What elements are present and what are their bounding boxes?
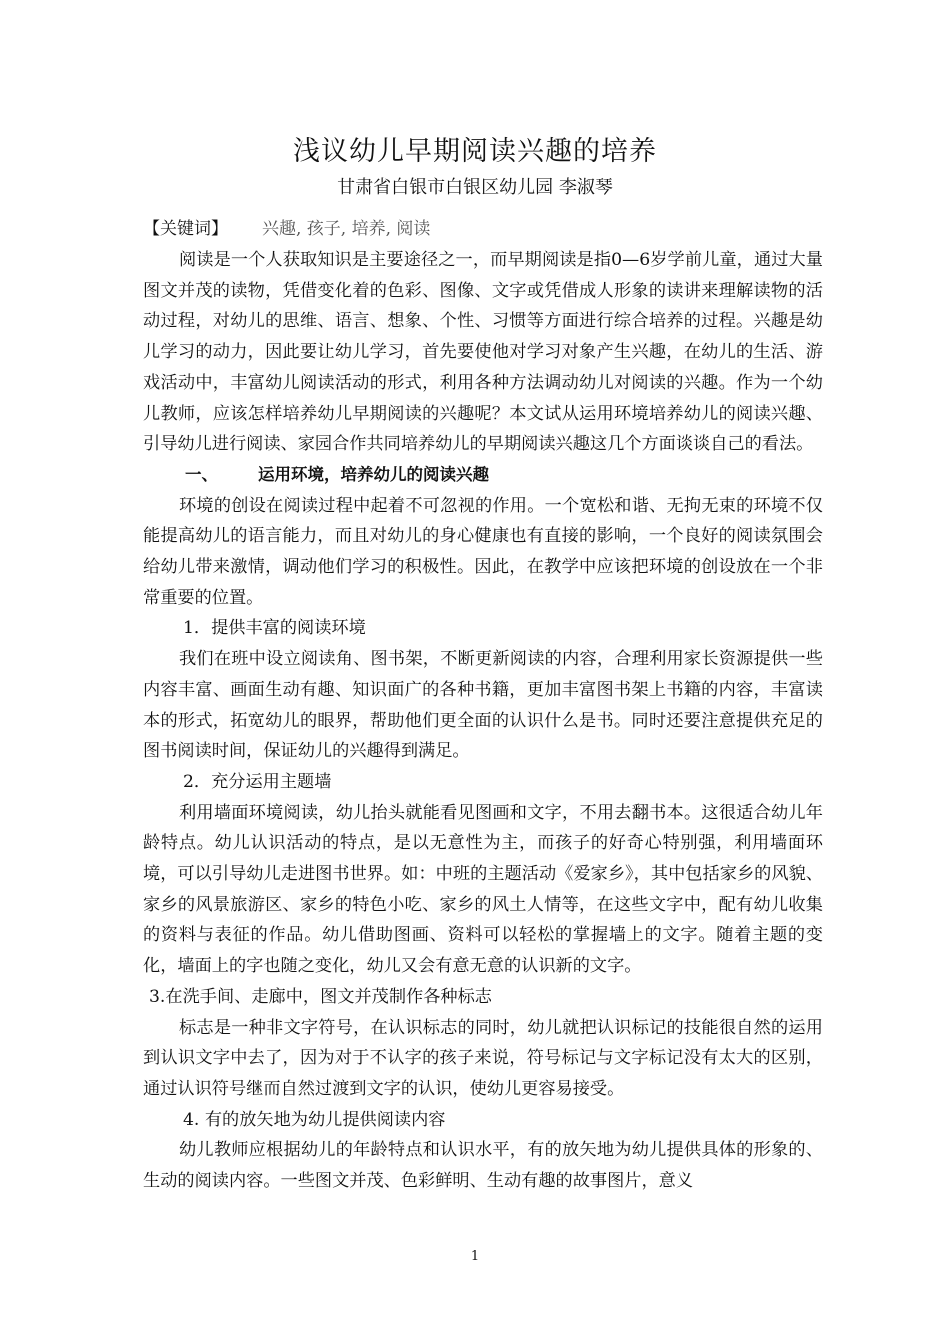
keywords-line [143,215,823,243]
author-line: 甘肃省白银市白银区幼儿园 李淑琴 [337,177,613,198]
section-1-title: 运用环境，培养幼儿的阅读兴趣 [258,464,489,484]
keywords-values: 兴趣, 孩子, 培养, 阅读 [262,219,431,239]
document-title: 浅议幼儿早期阅读兴趣的培养 [293,136,657,167]
subsection-1-paragraph: 我们在班中设立阅读角、图书架，不断更新阅读的内容，合理利用家长资源提供一些内容丰富、画面生动有趣、知识面广的各种书籍，更加丰富图书架上书籍的内容，丰富读本的形式，拓宽幼儿的眼界，帮助他们更全面的认识什么是书。同时还要注意提供充足的图书阅读时间，保证幼儿的兴趣得到满足。 [143,649,823,762]
subsection-1-heading: 1．提供丰富的阅读环境 [183,618,366,639]
keywords-label: 【关键词】 [143,219,228,239]
section-1-number: 一、 [185,464,218,484]
subsection-2-heading: 2．充分运用主题墙 [183,771,332,792]
subsection-4-heading: 4. 有的放矢地为幼儿提供阅读内容 [183,1109,446,1130]
subsection-2-paragraph: 利用墙面环境阅读，幼儿抬头就能看见图画和文字，不用去翻书本。这很适合幼儿年龄特点。幼儿认识活动的特点，是以无意性为主，而孩子的好奇心特别强，利用墙面环境，可以引导幼儿走进图书世界。如：中班的主题活动《爱家乡》，其中包括家乡的风貌、家乡的风景旅游区、家乡的特色小吃、家乡的风土人情等，在这些文字中，配有幼儿收集的资料与表征的作品。幼儿借助图画、资料可以轻松的掌握墙上的文字。随着主题的变化，墙面上的字也随之变化，幼儿又会有意无意的认识新的文字。 [143,802,823,977]
subsection-3-heading: 3.在洗手间、走廊中，图文并茂制作各种标志 [149,986,492,1007]
section-1-heading [143,460,823,491]
intro-paragraph: 阅读是一个人获取知识是主要途径之一，而早期阅读是指0—6岁学前儿童，通过大量图文并茂的读物，凭借变化着的色彩、图像、文字或凭借成人形象的读讲来理解读物的活动过程，对幼儿的思维、语言、想象、个性、习惯等方面进行综合培养的过程。兴趣是幼儿学习的动力，因此要让幼儿学习，首先要使他对学习对象产生兴趣，在幼儿的生活、游戏活动中，丰富幼儿阅读活动的形式，利用各种方法调动幼儿对阅读的兴趣。作为一个幼儿教师，应该怎样培养幼儿早期阅读的兴趣呢？本文试从运用环境培养幼儿的阅读兴趣、引导幼儿进行阅读、家园合作共同培养幼儿的早期阅读兴趣这几个方面谈谈自己的看法。 [143,250,823,455]
section-1-paragraph: 环境的创设在阅读过程中起着不可忽视的作用。一个宽松和谐、无拘无束的环境不仅能提高幼儿的语言能力，而且对幼儿的身心健康也有直接的影响，一个良好的阅读氛围会给幼儿带来激情，调动他们学习的积极性。因此，在教学中应该把环境的创设放在一个非常重要的位置。 [143,495,823,608]
page-number: 1 [470,1249,480,1264]
subsection-3-paragraph: 标志是一种非文字符号，在认识标志的同时，幼儿就把认识标记的技能很自然的运用到认识文字中去了，因为对于不认字的孩子来说，符号标记与文字标记没有太大的区别，通过认识符号继而自然过渡到文字的认识，使幼儿更容易接受。 [143,1017,823,1099]
subsection-4-paragraph: 幼儿教师应根据幼儿的年龄特点和认识水平，有的放矢地为幼儿提供具体的形象的、生动的阅读内容。一些图文并茂、色彩鲜明、生动有趣的故事图片，意义 [143,1140,823,1192]
document-body [143,245,823,1197]
